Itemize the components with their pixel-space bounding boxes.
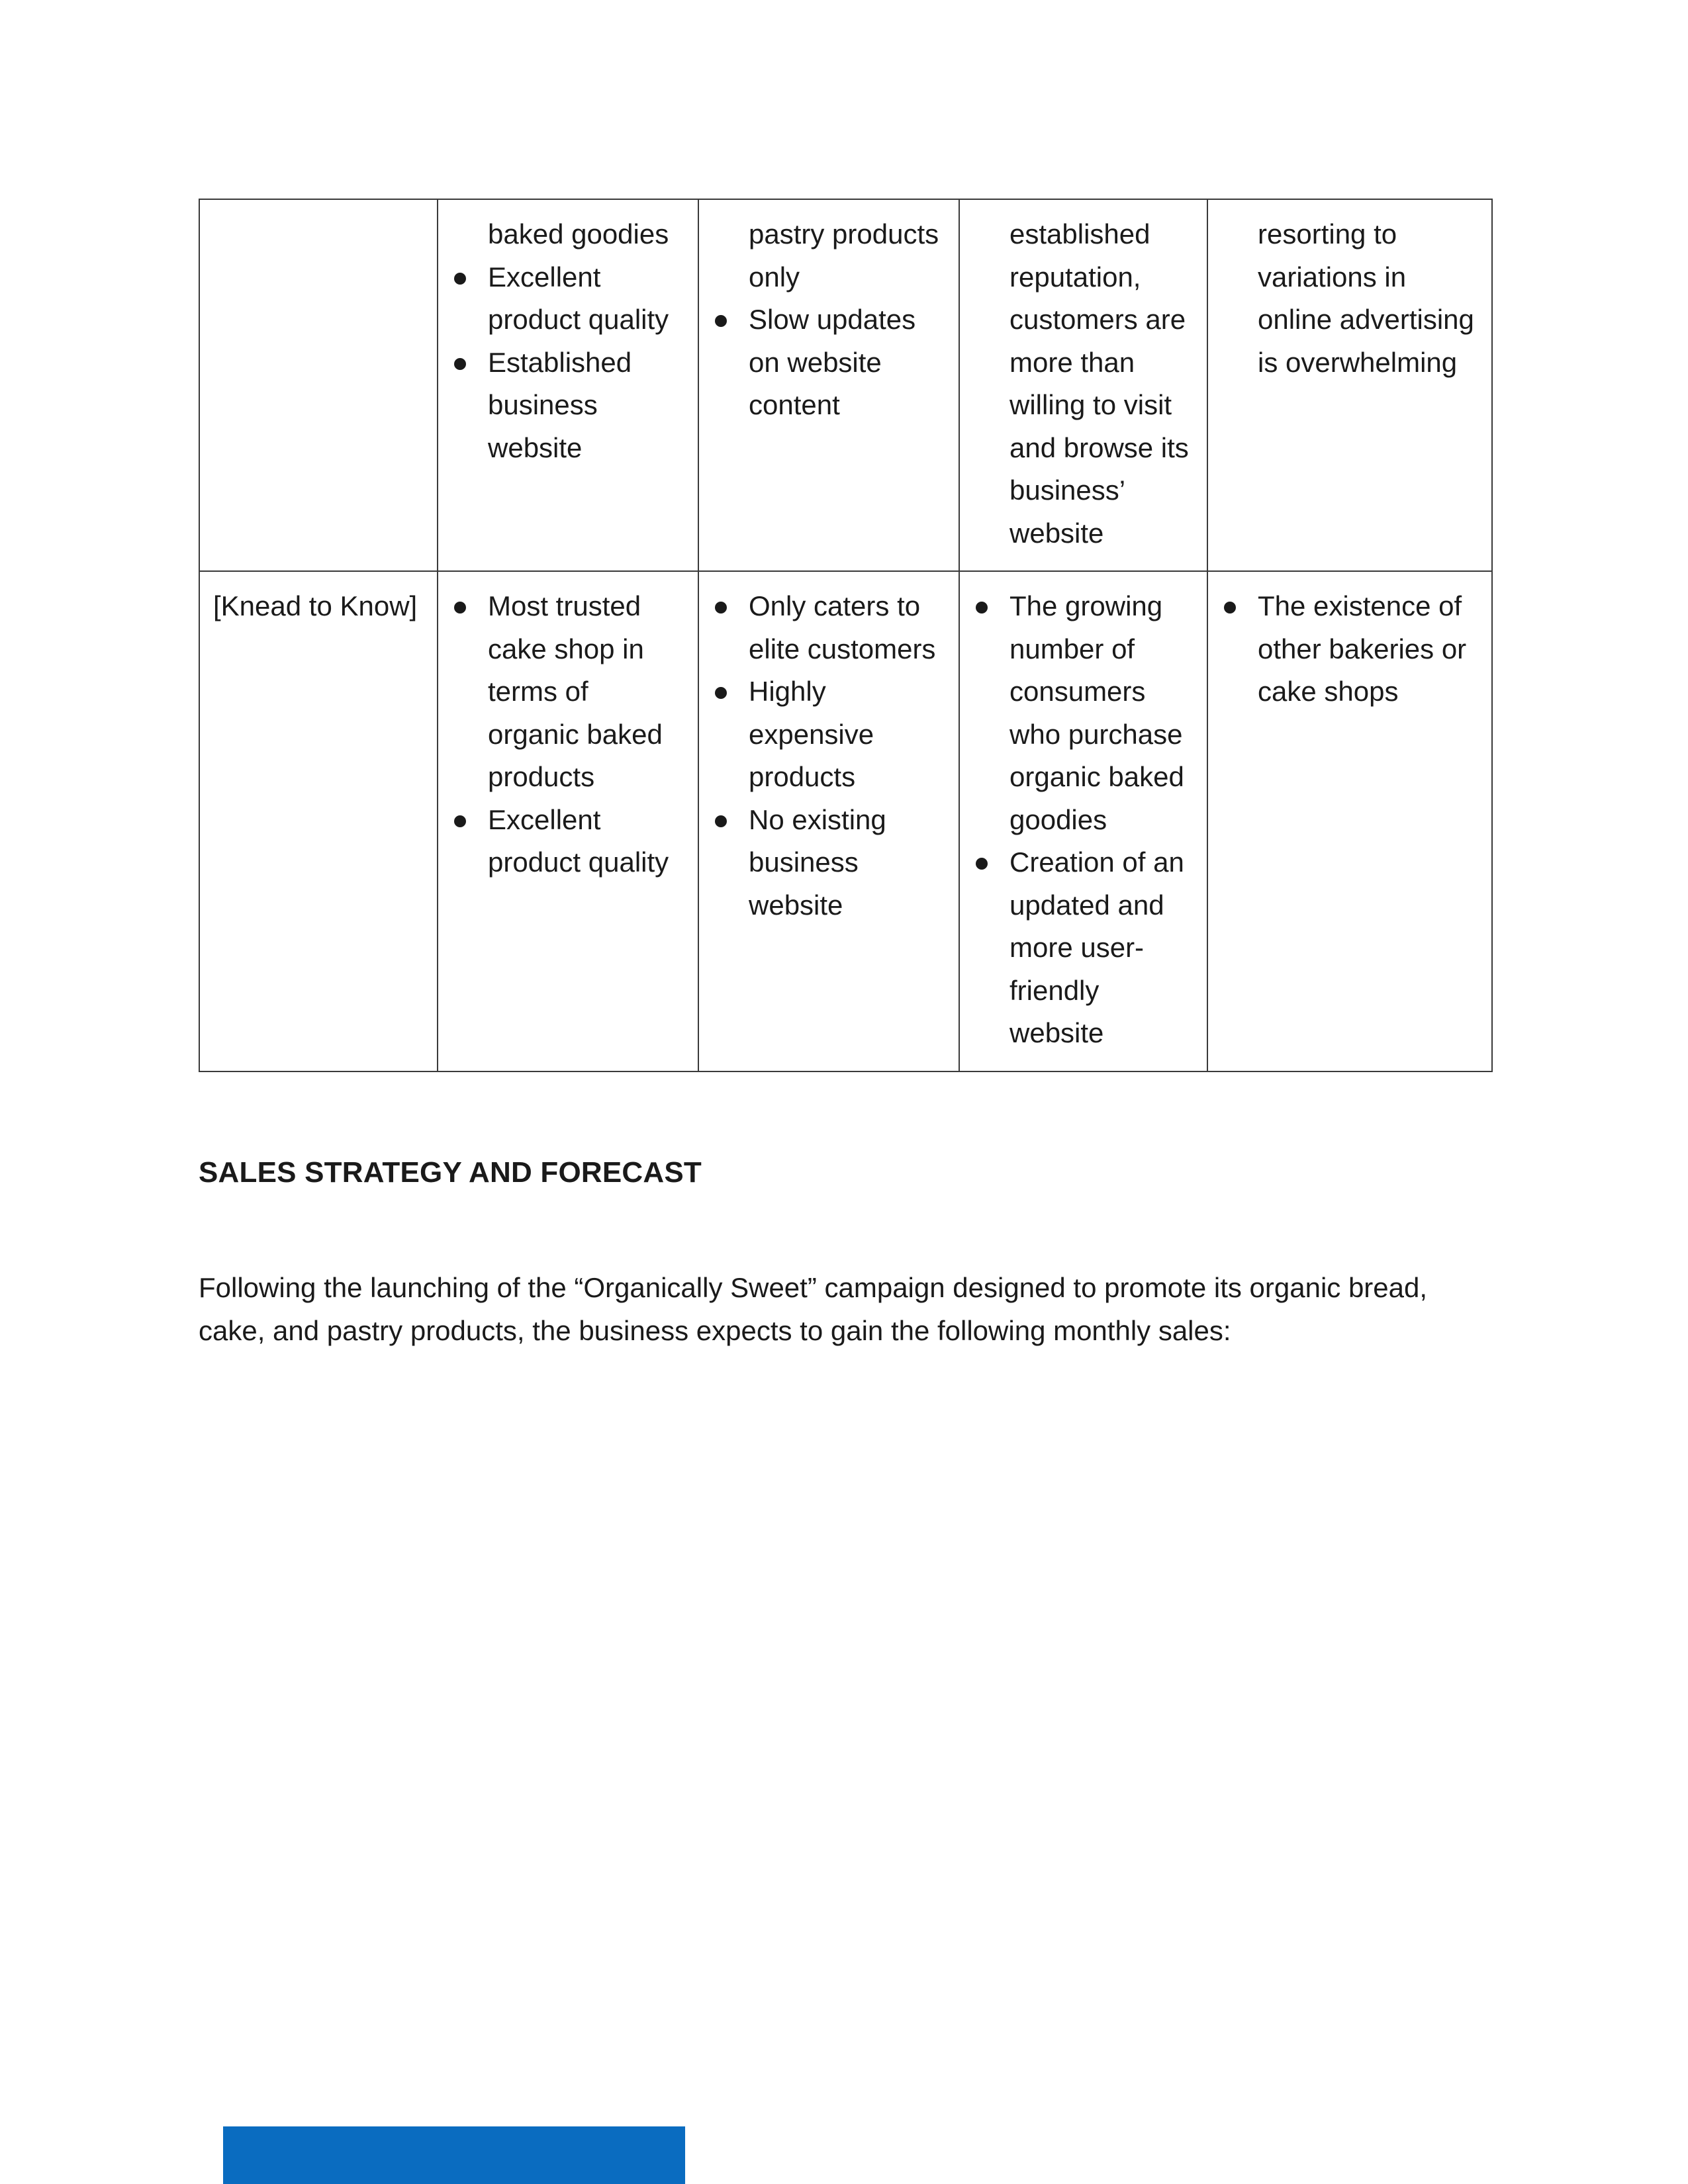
list-item: Creation of an updated and more user-friendly website <box>973 841 1194 1055</box>
list-item: Highly expensive products <box>712 670 945 799</box>
opportunities-cell <box>959 199 1207 571</box>
bullet-list <box>451 585 684 884</box>
threats-cell <box>1207 571 1492 1071</box>
table-row <box>199 571 1492 1071</box>
list-item: The existence of other bakeries or cake shops <box>1221 585 1478 713</box>
list-item: No existing business website <box>712 799 945 927</box>
strengths-cell <box>438 199 698 571</box>
weaknesses-cell <box>698 199 959 571</box>
list-item: Most trusted cake shop in terms of organic baked products <box>451 585 684 799</box>
list-item: Excellent product quality <box>451 799 684 884</box>
section-heading: SALES STRATEGY AND FORECAST <box>199 1156 702 1189</box>
list-item: Slow updates on website content <box>712 298 945 427</box>
bullet-list <box>973 585 1194 1055</box>
bullet-list <box>712 585 945 927</box>
opportunities-cell <box>959 571 1207 1071</box>
threats-cell <box>1207 199 1492 571</box>
bullet-list <box>712 298 945 427</box>
bullet-list <box>1221 585 1478 713</box>
continued-text: pastry products only <box>749 218 939 293</box>
row-label-cell <box>199 571 438 1071</box>
list-item: Excellent product quality <box>451 256 684 341</box>
continued-text: baked goodies <box>488 218 669 250</box>
list-item: The growing number of consumers who purchase organic baked goodies <box>973 585 1194 841</box>
table-row <box>199 199 1492 571</box>
strengths-cell <box>438 571 698 1071</box>
bullet-list <box>451 256 684 470</box>
weaknesses-cell <box>698 571 959 1071</box>
continued-text: resorting to variations in online advertising is overwhelming <box>1258 218 1474 378</box>
continued-text: established reputation, customers are more than willing to visit and browse its business’ website <box>1009 218 1189 549</box>
competitor-analysis-table <box>199 199 1493 1072</box>
list-item: Only caters to elite customers <box>712 585 945 670</box>
section-paragraph: Following the launching of the “Organically Sweet” campaign designed to promote its organic bread, cake, and pastry products, the business expects to gain the following monthly sales: <box>199 1272 1428 1346</box>
row-label: [Knead to Know] <box>213 590 418 621</box>
row-label-cell <box>199 199 438 571</box>
list-item: Established business website <box>451 341 684 470</box>
footer-accent-bar <box>223 2126 685 2184</box>
